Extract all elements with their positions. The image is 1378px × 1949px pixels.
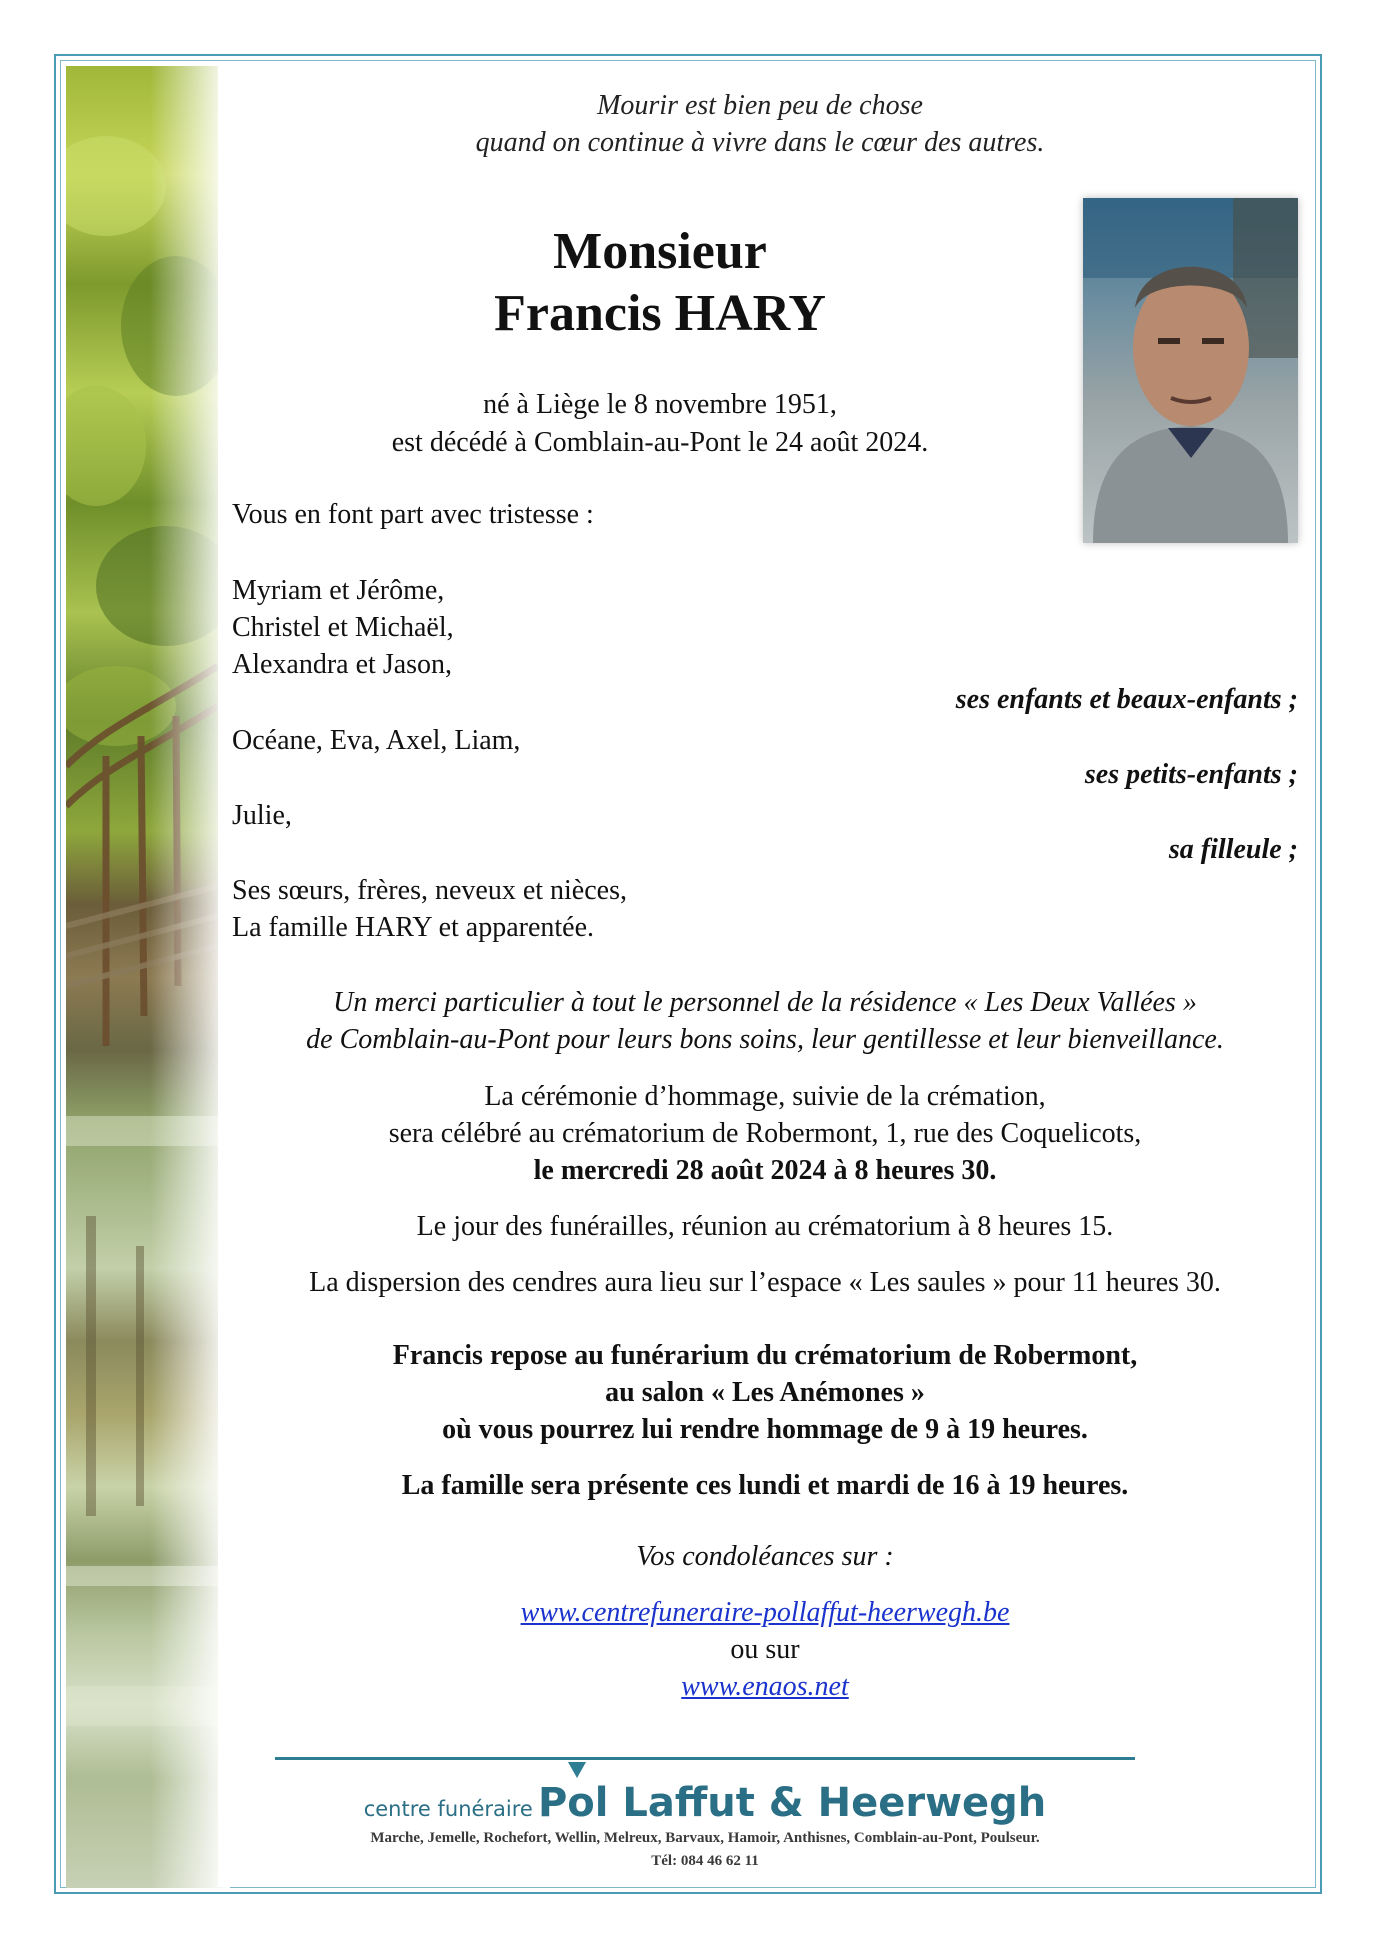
dispersion-info: La dispersion des cendres aura lieu sur l’espace « Les saules » pour 11 heures 30. xyxy=(309,1267,1221,1298)
thanks-line-2: de Comblain-au-Pont pour leurs bons soins, leur gentillesse et leur bienveillance. xyxy=(306,1024,1224,1055)
rest-line-2: au salon « Les Anémones » xyxy=(605,1377,925,1408)
logo-arrow-icon xyxy=(568,1762,586,1778)
condolences-link-1[interactable]: www.centrefuneraire-pollaffut-heerwegh.be xyxy=(520,1597,1010,1628)
quote-line-2: quand on continue à vivre dans le cœur des autres. xyxy=(475,127,1045,158)
child-2: Christel et Michaël, xyxy=(232,612,454,643)
child-3: Alexandra et Jason, xyxy=(232,649,453,680)
birth-info: né à Liège le 8 novembre 1951, xyxy=(483,389,837,420)
footer-phone: Tél: 084 46 62 11 xyxy=(651,1853,759,1869)
announcement-intro: Vous en font part avec tristesse : xyxy=(232,499,594,530)
ceremony-line-2: sera célébré au crématorium de Robermont, 1, rue des Coquelicots, xyxy=(388,1118,1142,1149)
goddaughter: Julie, xyxy=(232,800,292,831)
grandchildren: Océane, Eva, Axel, Liam, xyxy=(232,725,521,756)
title-honorific: Monsieur xyxy=(553,223,767,280)
family-line-1: Ses sœurs, frères, neveux et nièces, xyxy=(232,875,627,906)
death-info: est décédé à Comblain-au-Pont le 24 août 2024. xyxy=(391,427,929,458)
image-fade xyxy=(150,66,230,1888)
quote-line-1: Mourir est bien peu de chose xyxy=(597,90,923,121)
grandchildren-label: ses petits-enfants ; xyxy=(1084,759,1298,790)
logo-title: Pol Laffut & Heerwegh xyxy=(537,1780,1047,1826)
rest-line-3: où vous pourrez lui rendre hommage de 9 à 19 heures. xyxy=(442,1414,1088,1445)
family-line-2: La famille HARY et apparentée. xyxy=(232,912,595,943)
logo-subtitle: centre funéraire xyxy=(363,1797,533,1821)
funeral-home-logo xyxy=(275,1780,1135,1826)
rest-line-1: Francis repose au funérarium du crématorium de Robermont, xyxy=(392,1340,1138,1371)
family-presence: La famille sera présente ces lundi et mardi de 16 à 19 heures. xyxy=(401,1470,1129,1501)
ceremony-line-1: La cérémonie d’hommage, suivie de la crémation, xyxy=(484,1081,1046,1112)
deceased-portrait xyxy=(1083,198,1298,543)
footer-divider xyxy=(275,1757,1135,1760)
deceased-name: Francis HARY xyxy=(494,285,826,342)
ceremony-date: le mercredi 28 août 2024 à 8 heures 30. xyxy=(533,1155,997,1186)
children-label: ses enfants et beaux-enfants ; xyxy=(955,684,1298,715)
footer-towns: Marche, Jemelle, Rochefort, Wellin, Melreux, Barvaux, Hamoir, Anthisnes, Comblain-au-Pont, Poulseur. xyxy=(370,1830,1040,1846)
goddaughter-label: sa filleule ; xyxy=(1168,834,1298,865)
meeting-info: Le jour des funérailles, réunion au crématorium à 8 heures 15. xyxy=(416,1211,1114,1242)
condolences-label: Vos condoléances sur : xyxy=(636,1541,894,1572)
thanks-line-1: Un merci particulier à tout le personnel de la résidence « Les Deux Vallées » xyxy=(333,987,1197,1018)
condolences-or: ou sur xyxy=(730,1634,800,1665)
condolences-link-2[interactable]: www.enaos.net xyxy=(681,1671,849,1702)
child-1: Myriam et Jérôme, xyxy=(232,575,445,606)
